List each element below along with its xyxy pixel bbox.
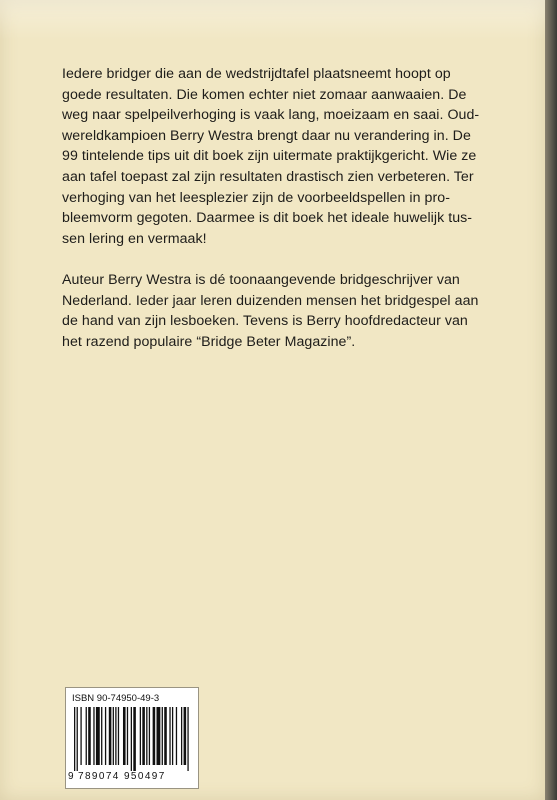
blurb-line: verhoging van het leesplezier zijn de voorbeeldspellen in pro- [62, 189, 450, 206]
barcode-bar [113, 707, 114, 765]
barcode-bar [123, 707, 126, 765]
barcode-bar [115, 707, 116, 765]
barcode-bar [101, 707, 102, 765]
barcode-bar [140, 707, 141, 765]
blurb-line: bleemvorm gegoten. Daarmee is dit boek het ideale huwelijk tus- [62, 210, 473, 227]
barcode-bar [105, 707, 106, 765]
barcode-bar [149, 707, 150, 765]
barcode-bar [153, 707, 156, 765]
blurb-line: Nederland. Ieder jaar leren duizenden mensen het bridgespel aan [62, 292, 479, 309]
blurb-line: Iedere bridger die aan de wedstrijdtafel plaatsneemt hoopt op [62, 66, 451, 82]
barcode-bar [96, 707, 100, 765]
ean-first-digit: 9 [68, 771, 74, 782]
blurb-line: het razend populaire “Bridge Beter Magazine”. [62, 333, 356, 350]
barcode-bar [118, 707, 119, 765]
blurb-line: weg naar spelpeilverhoging is vaak lang, moeizaam en saai. Oud- [62, 107, 480, 124]
barcode-bar [146, 707, 147, 765]
blurb-text [62, 64, 502, 352]
barcode-bar [127, 707, 128, 765]
shrink-wrap-glare [0, 0, 545, 40]
barcode-bar [176, 707, 177, 765]
ean-digits: 789074 950497 [78, 771, 166, 782]
barcode-bar [80, 707, 81, 765]
blurb-line: goede resultaten. Die komen echter niet zomaar aanwaaien. De [62, 86, 467, 103]
barcode-bar [169, 707, 170, 765]
barcode-bar [77, 707, 78, 771]
barcode-box [65, 687, 199, 789]
blurb-paragraph-1 [62, 64, 502, 249]
blurb-line: de hand van zijn lesboeken. Tevens is Berry hoofdredacteur van [62, 313, 468, 330]
barcode-bar [187, 707, 188, 771]
barcode-bar [156, 707, 160, 765]
barcode-bar [181, 707, 182, 765]
barcode-bar [74, 707, 75, 771]
blurb-line: wereldkampioen Berry Westra brengt daar nu verandering in. De [62, 127, 471, 144]
blurb-paragraph-2 [62, 270, 502, 352]
cover-spine-edge [545, 0, 557, 800]
barcode-bar [133, 707, 136, 771]
isbn-label: ISBN 90-74950-49-3 [72, 693, 160, 704]
barcode-bar [142, 707, 145, 765]
barcode-bar [131, 707, 132, 771]
barcode-bar [86, 707, 87, 765]
barcode-bar [164, 707, 167, 765]
barcode-bars [74, 707, 190, 771]
blurb-line: sen lering en vermaak! [62, 230, 207, 247]
barcode-bar [184, 707, 187, 765]
barcode-bar [162, 707, 163, 765]
blurb-line: Auteur Berry Westra is dé toonaangevende bridgeschrijver van [62, 271, 460, 288]
paragraph-gap [62, 249, 502, 270]
barcode-bar [93, 707, 94, 765]
barcode-bar [172, 707, 173, 765]
barcode-bar [88, 707, 91, 765]
barcode-bar [109, 707, 112, 765]
blurb-line: 99 tintelende tips uit dit boek zijn uitermate praktijkgericht. Wie ze [62, 148, 477, 165]
blurb-line: aan tafel toepast zal zijn resultaten drastisch zien verbeteren. Ter [62, 168, 474, 185]
